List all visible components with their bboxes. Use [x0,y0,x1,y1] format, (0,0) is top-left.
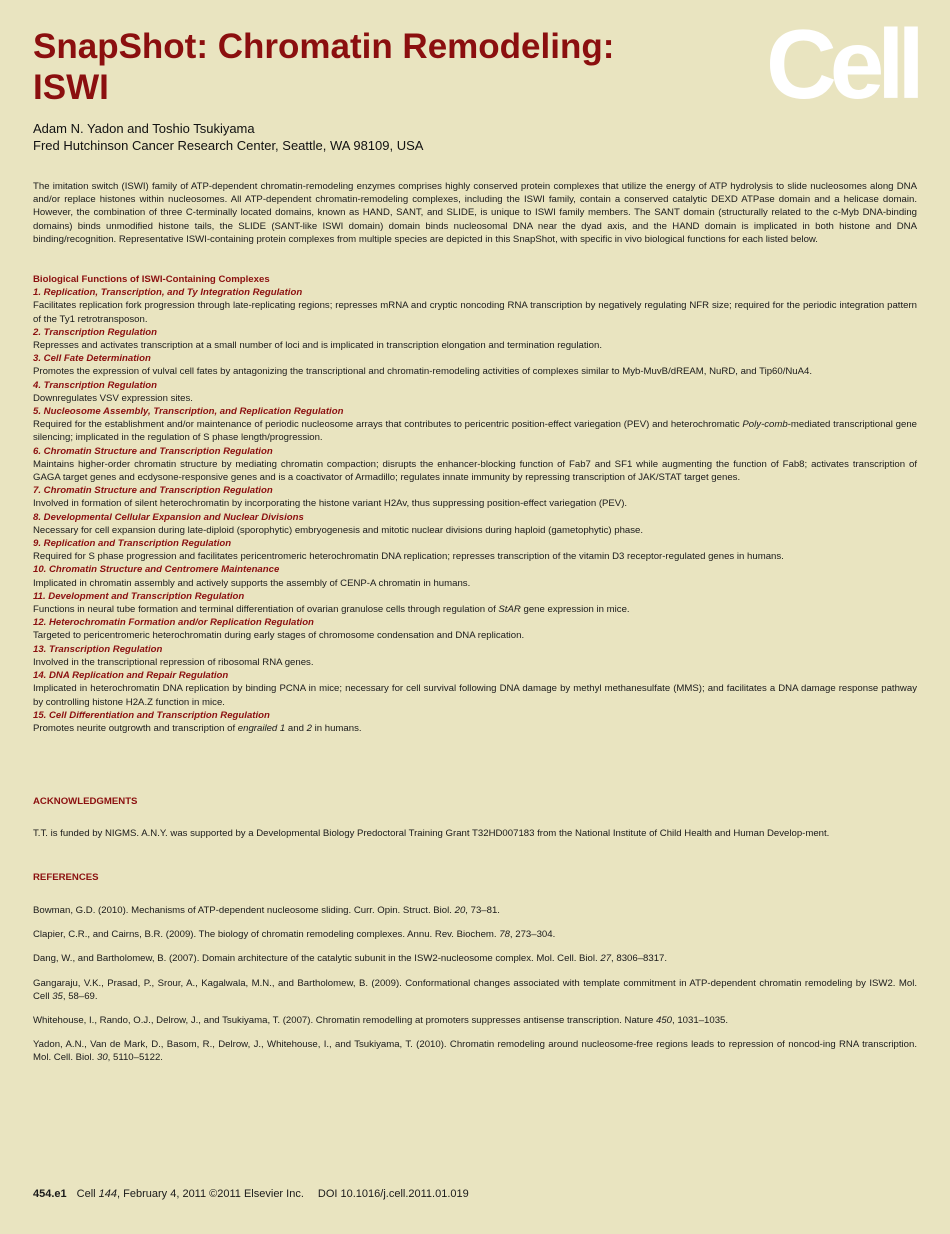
affiliation: Fred Hutchinson Cancer Research Center, Seattle, WA 98109, USA [33,138,424,153]
references-heading: REFERENCES [33,872,99,883]
reference-item: Dang, W., and Bartholomew, B. (2007). Domain architecture of the catalytic subunit in the ISW2-nucleosome complex. Mol. Cell. Biol. 27, 8306–8317. [33,953,668,965]
function-title: 11. Development and Transcription Regulation [33,590,245,602]
function-title: 9. Replication and Transcription Regulation [33,538,232,550]
function-title: 4. Transcription Regulation [33,379,158,391]
acknowledgments-heading: ACKNOWLEDGMENTS [33,796,138,807]
function-title: 8. Developmental Cellular Expansion and Nuclear Divisions [33,511,304,523]
function-text: Maintains higher-order chromatin structure by mediating chromatin compaction; disrupts the enhancer-blocking function of Fab7 and SF1 while augmenting the function of Fab8; activates transcription of GAGA target genes and ecdysone-responsive genes and is a coactivator of Armadillo; regulates innate immunity by repressing transcription of JAK/STAT target genes. [33,458,917,484]
function-text: Implicated in heterochromatin DNA replication by binding PCNA in mice; necessary for cell survival following DNA damage by methyl methanesulfate (MMS); and facilitates a DNA damage response pathway by controlling histone H2A.Z function in mice. [33,683,917,708]
function-title: 6. Chromatin Structure and Transcription Regulation [33,445,273,457]
function-title: 10. Chromatin Structure and Centromere Maintenance [33,564,280,576]
reference-item: Clapier, C.R., and Cairns, B.R. (2009). The biology of chromatin remodeling complexes. Annu. Rev. Biochem. 78, 273–304. [33,929,556,941]
page-number: 454.e1 [33,1188,67,1200]
function-title: 2. Transcription Regulation [33,326,158,338]
functions-section [33,273,917,735]
function-text: Required for the establishment and/or maintenance of periodic nucleosome arrays that contributes to pericentric position-effect variegation (PEV) and heterochromatic Poly-comb-mediated transcriptional gene silencing; implicated in the regulation of S phase length/progression. [33,419,917,444]
function-text: Functions in neural tube formation and terminal differentiation of ovarian granulose cells through regulation of StAR gene expression in mice. [33,604,630,616]
function-text: Necessary for cell expansion during late-diploid (sporophytic) embryogenesis and mitotic nuclear divisions during haploid (gametophytic) phase. [33,524,644,536]
reference-item: Bowman, G.D. (2010). Mechanisms of ATP-dependent nucleosome sliding. Curr. Opin. Struct. Biol. 20, 73–81. [33,905,500,916]
function-text: Implicated in chromatin assembly and actively supports the assembly of CENP-A chromatin in humans. [33,577,471,589]
function-title: 13. Transcription Regulation [33,643,163,655]
function-title: 7. Chromatin Structure and Transcription Regulation [33,485,273,497]
page-title [33,26,753,108]
abstract: The imitation switch (ISWI) family of ATP-dependent chromatin-remodeling enzymes comprises highly conserved protein complexes that utilize the energy of ATP hydrolysis to slide nucleosomes along DNA and/or replace histones within nucleosomes. All ATP-dependent chromatin-remodeling complexes, including the ISWI family, contain a conserved catalytic DEXD ATPase domain and a helicase domain. However, the combination of three C-terminally located domains, known as HAND, SANT, and SLIDE, is unique to ISWI family members. The SANT domain (structurally related to the c-Myb DNA-binding domains) binds unmodified histone tails, the SLIDE (SANT-like ISWI domain) domain binds nucleosomal DNA near the dyad axis, and the HAND domain is implicated in both histone and DNA binding/recognition. Representative ISWI-containing protein complexes from multiple species are depicted in this SnapShot, with specific in vivo biological functions for each listed below. [33,181,917,245]
doi: DOI 10.1016/j.cell.2011.01.019 [317,1188,469,1200]
function-title: 14. DNA Replication and Repair Regulation [33,670,229,682]
function-text: Involved in the transcriptional repression of ribosomal RNA genes. [33,656,314,668]
function-text: Promotes the expression of vulval cell fates by antagonizing the transcriptional and chromatin-remodeling activities of complexes similar to Myb-MuvB/dREAM, NuRD, and Tip60/NuA4. [33,366,813,378]
function-title: 12. Heterochromatin Formation and/or Replication Regulation [33,617,314,629]
function-title: 3. Cell Fate Determination [33,353,151,365]
title-line-1: SnapShot: Chromatin Remodeling: [33,27,615,66]
acknowledgments-text: T.T. is funded by NIGMS. A.N.Y. was supported by a Developmental Biology Predoctoral Training Grant T32HD007183 from the National Institute of Child Health and Human Develop-ment. [33,828,830,839]
function-text: Required for S phase progression and facilitates pericentromeric heterochromatin DNA replication; represses transcription of the vitamin D3 receptor-regulated genes in humans. [33,551,784,563]
function-text: Represses and activates transcription at a small number of loci and is implicated in transcription elongation and termination regulation. [33,340,602,352]
function-text: Facilitates replication fork progression through late-replicating regions; represses mRNA and cryptic noncoding RNA transcription by negatively regulating NFR size; required for the periodic integration pattern of the Ty1 retrotransposon. [33,300,917,325]
journal-citation: Cell 144, February 4, 2011 ©2011 Elsevier Inc. [76,1188,304,1200]
function-title: 5. Nucleosome Assembly, Transcription, and Replication Regulation [33,406,344,418]
reference-item: Yadon, A.N., Van de Mark, D., Basom, R., Delrow, J., Whitehouse, I., and Tsukiyama, T. (2010). Chromatin remodeling around nucleosome-free regions leads to repression of noncod-ing RNA transcription. Mol. Cell. Biol. 30, 5110–5122. [33,1039,917,1064]
reference-item: Gangaraju, V.K., Prasad, P., Srour, A., Kagalwala, M.N., and Bartholomew, B. (2009). Conformational changes associated with template commitment in ATP-dependent chromatin remodeling by ISW2. Mol. Cell 35, 58–69. [33,977,917,1002]
function-title: 1. Replication, Transcription, and Ty Integration Regulation [33,287,303,299]
title-line-2: ISWI [33,68,109,107]
cell-logo: Cell [766,9,918,119]
function-text: Promotes neurite outgrowth and transcription of engrailed 1 and 2 in humans. [33,722,362,734]
author-block [33,120,423,154]
function-text: Downregulates VSV expression sites. [33,392,193,404]
function-text: Targeted to pericentromeric heterochromatin during early stages of chromosome condensation and DNA replication. [33,630,525,642]
functions-heading: Biological Functions of ISWI-Containing Complexes [33,274,270,285]
function-text: Involved in formation of silent heterochromatin by incorporating the histone variant H2Av, thus suppressing position-effect variegation (PEV). [33,498,628,510]
page-footer [33,1188,469,1200]
references-list [33,904,917,1076]
authors: Adam N. Yadon and Toshio Tsukiyama [33,121,255,136]
function-title: 15. Cell Differentiation and Transcription Regulation [33,709,270,721]
reference-item: Whitehouse, I., Rando, O.J., Delrow, J., and Tsukiyama, T. (2007). Chromatin remodelling at promoters suppresses antisense transcription. Nature 450, 1031–1035. [33,1015,729,1027]
